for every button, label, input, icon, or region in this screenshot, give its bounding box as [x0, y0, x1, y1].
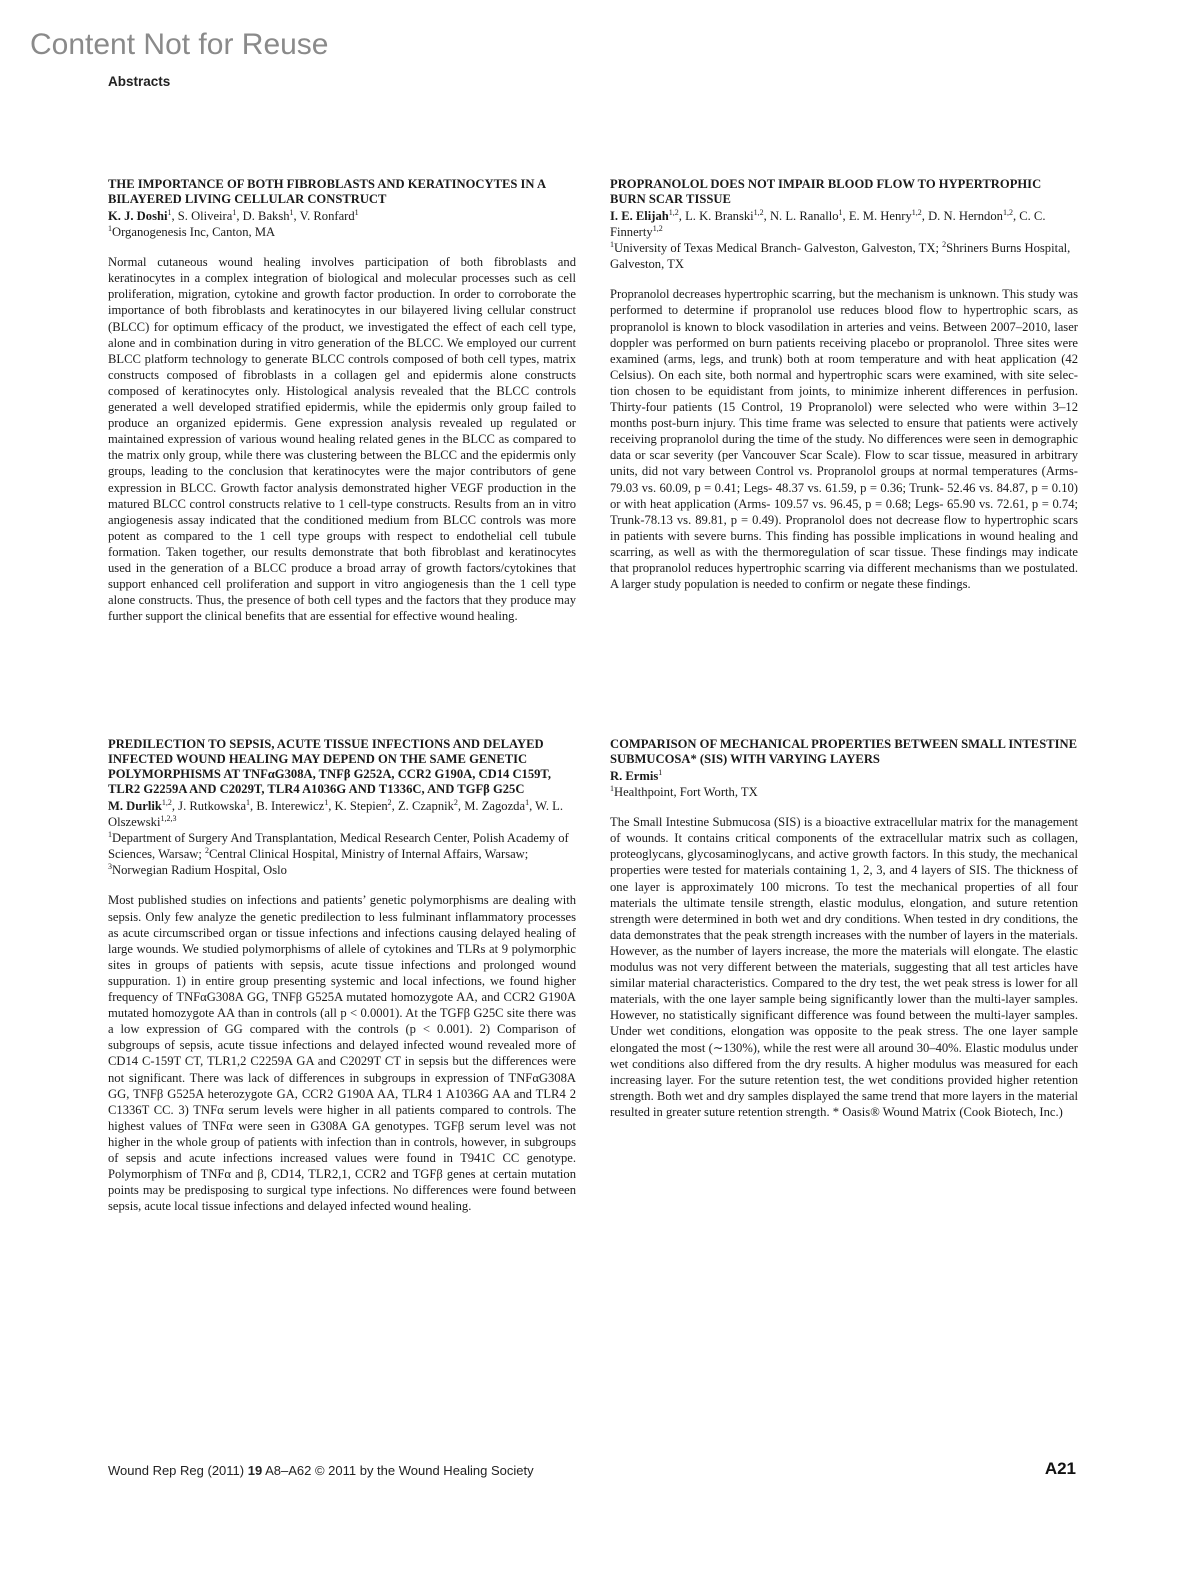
abstract-authors: I. E. Elijah$^{1,2}$, L. K. Branski$^{1,2}$, N. L. Ranallo$^1$, E. M. Henry$^{1,2}$, D. N. Herndon$^{1,2}$, C. C. Finnerty$^{1,2}$ — [610, 208, 1046, 240]
author-affiliation-mark: 1 — [324, 798, 329, 807]
abstract-body: Normal cutaneous wound healing involves participation of both fibroblasts and keratinocytes in a complex integration of biological and molecular processes such as cell proliferation, migration, cytokine and growth factor production. In order to corroborate the importance of both fibroblasts and keratinocytes in our bilayered living cellular construct (BLCC) for optimum efficacy of the product, we investigated the effect of each cell type, alone and in combination during in vitro generation of the BLCC. We employed our current BLCC platform technology to generate BLCC controls composed of both cell types, matrix constructs composed of fibroblasts in a collagen gel and epidermis alone constructs composed of keratinocytes only. Histological analysis revealed that the BLCC controls generated a well developed stratified epidermis, while the epidermis only group failed to produce an organized epidermis. Gene expression analysis revealed up regulated or maintained expression of various wound healing related genes in the BLCC as compared to the matrix only group, while there was clustering between the BLCC and the epidermis only groups, leading to the conclusion that keratinocytes were the major contributors of gene expression in BLCC. Growth factor analysis demonstrated higher VEGF production in the matured BLCC control constructs relative to 1 cell-type constructs. Results from an in vitro angiogenesis assay indicated that the conditioned medium from BLCC controls was more potent as compared to the 1 cell type groups with respect to endothelial cell tubule formation. Taken together, our results demonstrate that both fibroblast and keratinocytes used in the generation of a BLCC produce a broad array of growth factors/cytokines that support enhanced cell proliferation and support in vitro angiogenesis than the 1 cell type alone constructs. Thus, the presence of both cell types and the factors that they produce may further support the clinical benefits that are essential for effective wound healing. — [108, 255, 576, 624]
author-affiliation-mark: 1,2 — [668, 208, 679, 217]
abstract-authors: K. J. Doshi$^1$, S. Oliveira$^1$, D. Baksh$^1$, V. Ronfard$^1$ — [108, 208, 359, 223]
affiliation-text: Central Clinical Hospital, Ministry of Internal Affairs, Warsaw; — [209, 847, 529, 862]
abstract-4 — [610, 737, 1078, 1120]
abstract-2 — [610, 177, 1078, 592]
affiliation-line — [610, 240, 1078, 272]
abstract-body: Propranolol decreases hypertrophic scarring, but the mechanism is unknown. This study was performed to determine if propranolol use reduces blood flow to hypertrophic scars, as propranolol is known to block vasodilation in arteries and veins. Between 2007–2010, laser doppler was performed on burn patients receiving placebo or propranolol. Three sites were examined (arms, legs, and trunk) both at room temperature and with heat application (42 Celsius). On each site, both normal and hypertrophic scars were examined, with site selection chosen to be equidistant from joints, to minimize inherent differences in perfusion. Thirty-four patients (15 Control, 19 Propranolol) were selected who were within 3–12 months post-burn injury. This time frame was selected to ensure that patients were actively receiving propranolol during the time of the study. No differences were seen in demographic data or scar severity (per Vancouver Scar Scale). Flow to scar tissue, measured in arbitrary units, did not vary between Control vs. Propranolol groups at normal temperatures (Arms- 79.03 vs. 60.09, p = 0.41; Legs- 48.37 vs. 61.59, p = 0.36; Trunk- 52.46 vs. 84.87, p = 0.10) or with heat application (Arms- 109.57 vs. 96.45, p = 0.68; Legs- 65.90 vs. 72.61, p = 0.74; Trunk-78.13 vs. 89.81, p = 0.49). Propranolol does not decrease flow to hypertrophic scars in patients with severe burns. This finding has possible implications in wound healing and scarring, as well as with the thermoregulation of scar tissue. These findings may indicate that propranolol reduces hypertrophic scarring via different mechanisms than we postulated. A larger study population is needed to confirm or negate these findings. — [610, 287, 1078, 592]
author-affiliation-mark: 1,2 — [911, 208, 922, 217]
abstract-1 — [108, 177, 576, 624]
author-name: R. Ermis — [610, 769, 659, 783]
author-name: N. L. Ranallo — [769, 209, 839, 223]
affiliation-mark: 1 — [610, 240, 614, 250]
affiliation-mark: 1 — [108, 830, 112, 840]
abstract-title: PROPRANOLOL DOES NOT IMPAIR BLOOD FLOW TO HYPERTROPHIC BURN SCAR TISSUE — [610, 177, 1042, 206]
abstract-affiliations — [108, 224, 576, 240]
affiliation-text: Shriners Burns Hospital, Galveston, TX — [610, 241, 1071, 272]
author-name: J. Rutkowska — [178, 799, 247, 813]
page-footer — [108, 1463, 534, 1478]
abstract-authors: M. Durlik$^{1,2}$, J. Rutkowska$^1$, B. Interewicz$^1$, K. Stepien$^2$, Z. Czapnik$^2$, M. Zagozda$^1$, W. L. Olszewski$^{1,2,3}$ — [108, 798, 564, 830]
affiliation-text: Department of Surgery And Transplantation, Medical Research Center, Polish Academy of Sciences, Warsaw; — [108, 831, 569, 862]
affiliation-text: Healthpoint, Fort Worth, TX — [614, 785, 758, 800]
abstract-title: THE IMPORTANCE OF BOTH FIBROBLASTS AND KERATINOCYTES IN A BILAYERED LIVING CELLULAR CONSTRUCT — [108, 177, 546, 206]
abstract-title: PREDILECTION TO SEPSIS, ACUTE TISSUE INFECTIONS AND DELAYED INFECTED WOUND HEALING MAY DEPEND ON THE SAME GENETIC POLYMORPHISMS AT TNFαG308A, TNFβ G252A, CCR2 G190A, CD14 C159T, TLR2 G2259A AND C2029T, TLR4 A1036G AND T1336C, AND TGFβ G25C — [108, 737, 552, 796]
author-name: M. Zagozda — [464, 799, 526, 813]
author-name: D. N. Herndon — [928, 209, 1003, 223]
abstract-affiliations — [610, 784, 1078, 800]
affiliation-mark: 2 — [942, 240, 947, 250]
affiliation-text: University of Texas Medical Branch- Galveston, Galveston, TX; — [614, 241, 943, 256]
author-affiliation-mark: 1 — [232, 208, 237, 217]
page-number: A21 — [1044, 1459, 1076, 1478]
author-name: W. L. Olszewski — [108, 799, 564, 830]
author-name: K. J. Doshi — [108, 209, 168, 223]
affiliation-text: Organogenesis Inc, Canton, MA — [112, 225, 276, 240]
abstract-3 — [108, 737, 576, 1214]
author-affiliation-mark: 1 — [354, 208, 359, 217]
affiliation-mark: 1 — [610, 784, 614, 794]
abstract-affiliations — [610, 240, 1078, 272]
affiliation-text: Norwegian Radium Hospital, Oslo — [112, 863, 287, 878]
affiliation-line — [108, 830, 576, 878]
footer-pages: A8–A62 © 2011 by the Wound Healing Society — [262, 1463, 534, 1478]
author-affiliation-mark: 1,2 — [1002, 208, 1013, 217]
affiliation-line — [108, 224, 576, 240]
author-name: M. Durlik — [108, 799, 162, 813]
affiliation-mark: 1 — [108, 224, 112, 234]
author-name: C. C. Finnerty — [610, 209, 1046, 240]
author-affiliation-mark: 1,2 — [161, 798, 172, 807]
author-affiliation-mark: 1 — [525, 798, 530, 807]
abstract-authors — [610, 768, 1078, 784]
author-affiliation-mark: 1 — [246, 798, 251, 807]
author-affiliation-mark: 1 — [658, 768, 663, 777]
author-name: K. Stepien — [334, 799, 388, 813]
author-name: V. Ronfard — [299, 209, 355, 223]
affiliation-line — [610, 784, 1078, 800]
author-name: I. E. Elijah — [610, 209, 669, 223]
section-label: Abstracts — [108, 74, 171, 89]
watermark: Content Not for Reuse — [30, 28, 329, 61]
author-name: E. M. Henry — [848, 209, 912, 223]
author-name: Z. Czapnik — [397, 799, 454, 813]
abstract-affiliations — [108, 830, 576, 878]
author-name: B. Interewicz — [256, 799, 325, 813]
author-affiliation-mark: 1 — [838, 208, 843, 217]
author-affiliation-mark: 1 — [167, 208, 172, 217]
affiliation-mark: 2 — [205, 846, 210, 856]
author-affiliation-mark: 2 — [387, 798, 392, 807]
author-name: S. Oliveira — [177, 209, 233, 223]
footer-volume: 19 — [247, 1463, 263, 1478]
author-affiliation-mark: 1,2 — [652, 224, 663, 234]
author-affiliation-mark: 1,2,3 — [160, 814, 177, 824]
abstract-body: Most published studies on infections and patients’ genetic polymorphisms are dealing with sepsis. Only few analyze the genetic predilection to less fulminant inflammatory processes as acute circumscribed organ or tissue infections and infections causing delayed healing of large wounds. We studied polymorphisms of allele of cytokines and TLRs at 9 polymorphic sites in groups of patients with sepsis, acute tissue infections and prolonged wound suppuration. 1) in entire group presenting systemic and local infections, we found higher frequency of TNFαG308A GG, TNFβ G525A mutated homozygote AA, and CCR2 G190A mutated homozygote AA than in controls (all p < 0.0001). At the TGFβ G25C site there was a low expression of GG compared with the controls (p < 0.001). 2) Comparison of subgroups of sepsis, acute tissue infections and delayed infected wound revealed more of CD14 C-159T CT, TLR1,2 C2259A GA and C2029T CT in sepsis but the differences were not significant. There was lack of differences in subgroups in expression of TNFαG308A GG, TNFβ G525A heterozygote GA, CCR2 G190A AA, TLR4 1 A1036G AA and TLR4 2 C1336T CC. 3) TNFα serum levels were higher in all patients compared to controls. The highest values of TNFα were seen in G308A GA genotypes. TGFβ serum level was not higher in the whole group of patients with infection than in controls, however, in subgroups of sepsis and acute infections increased values were found in T941C CC genotype. Polymorphism of TNFα and β, CD14, TLR2,1, CCR2 and TGFβ genes at certain mutation points may be predisposing to surgical type infections. No differences were found between sepsis, acute local tissue infections and delayed infected wound healing. — [108, 893, 576, 1214]
author-affiliation-mark: 1,2 — [753, 208, 764, 217]
abstract-title: COMPARISON OF MECHANICAL PROPERTIES BETWEEN SMALL INTESTINE SUBMUCOSA* (SIS) WITH VARYING LAYERS — [610, 737, 1078, 766]
author-name: L. K. Branski — [685, 209, 754, 223]
author-affiliation-mark: 2 — [453, 798, 458, 807]
abstract-body: The Small Intestine Submucosa (SIS) is a bioactive extracellular matrix for the management of wounds. It contains critical components of the extracellular matrix such as collagen, proteoglycans, glycosaminoglycans, and active growth factors. In this study, the mechanical properties were tested for materials containing 1, 2, 3, and 4 layers of SIS. The thickness of one layer is approximately 100 microns. To test the mechanical properties of all four materials the ultimate tensile strength, elastic modulus, elongation, and suture retention strength were determined in both wet and dry conditions. When tested in dry conditions, the data demonstrates that the peak strength increases with the number of layers in the materials. However, as the number of layers increase, the more the materials will elongate. The elastic modulus was not very different between the materials, suggesting that all test articles have similar material characteristics. Compared to the dry test, the wet peak stress is lower for all materials, with the one layer sample being significantly lower than the multi-layer samples. However, no statistically significant difference was found between the multi-layer samples. Under wet conditions, elongation was opposite to the peak stress. The one layer sample elongated the most (∼130%), while the rest were all around 30–40%. Elastic modulus under wet conditions also differed from the dry results. A higher modulus was measured for each increasing layer. For the suture retention test, the wet conditions provided higher retention strength. Both wet and dry samples displayed the same trend that more layers in the material resulted in greater suture retention strength. * Oasis® Wound Matrix (Cook Biotech, Inc.) — [610, 815, 1078, 1119]
footer-journal: Wound Rep Reg (2011) — [108, 1463, 248, 1478]
affiliation-mark: 3 — [108, 862, 112, 872]
author-name: D. Baksh — [242, 209, 290, 223]
author-affiliation-mark: 1 — [289, 208, 294, 217]
